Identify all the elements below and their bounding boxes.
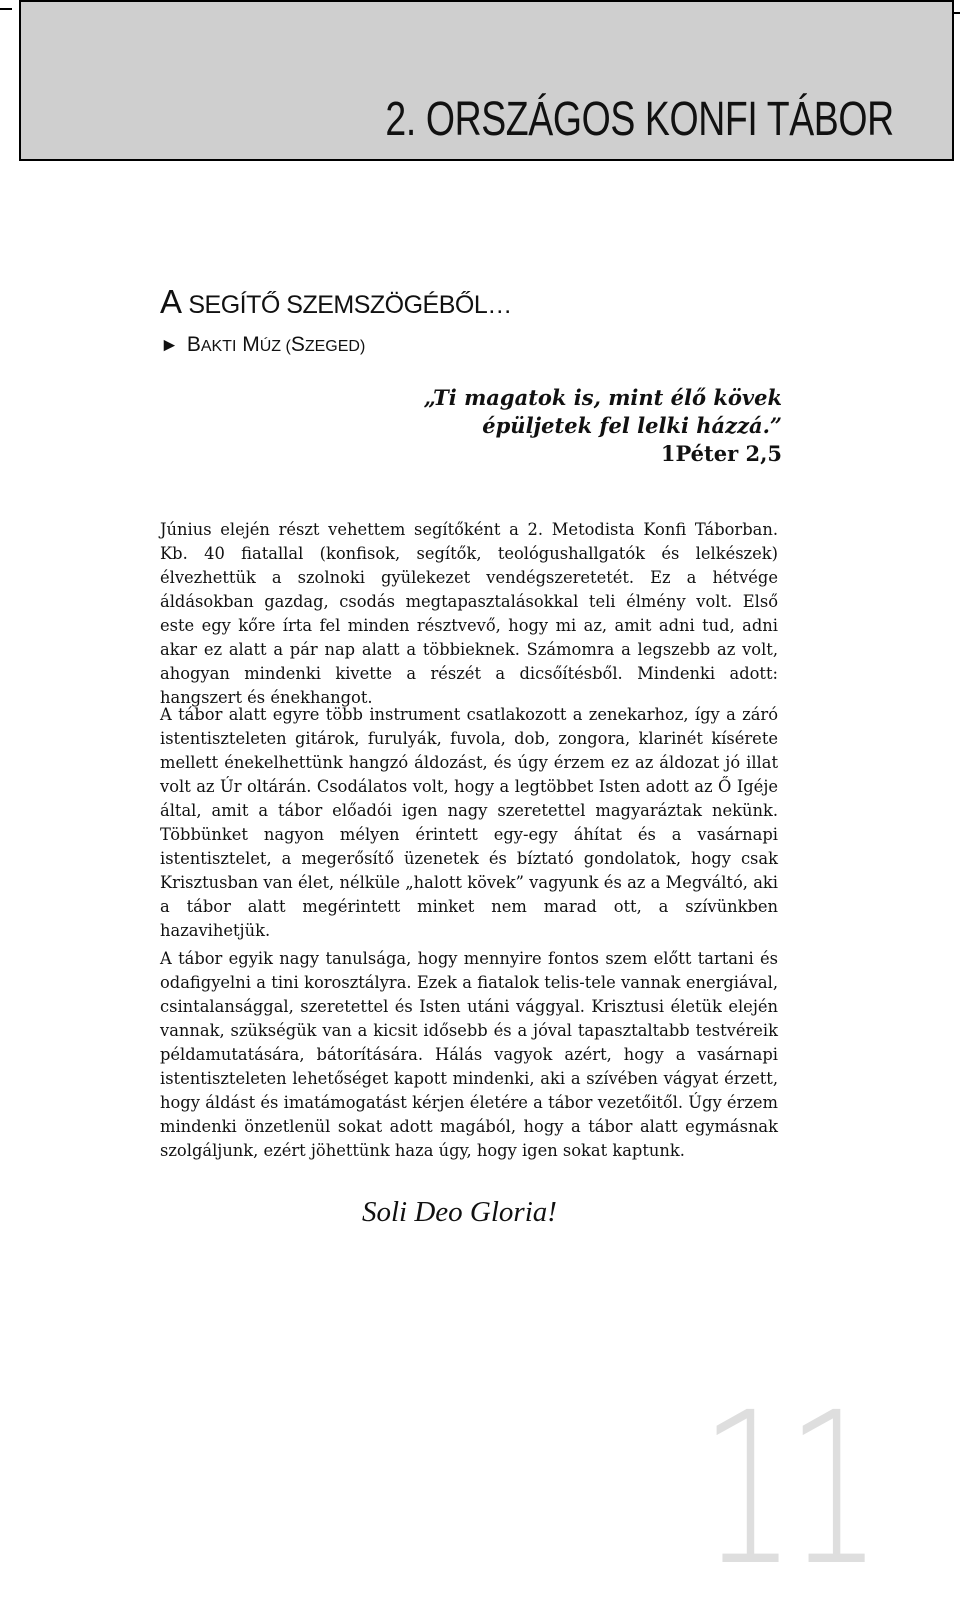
quote-line-2: épüljetek fel lelki házzá.”	[482, 413, 782, 438]
author-name-part1: AKTI	[200, 338, 237, 355]
paragraph-1: Június elején részt vehettem segítőként a 2. Metodista Konfi Táborban. Kb. 40 fiatallal (konfisok, segítők, teológushallgatók és lelkészek) élvezhettük a szolnoki gyülekezet vendégszeretetét. Ez a hétvége áldásokban gazdag, csodás megtapasztalásokkal teli élmény volt. Első este egy kőre írta fel minden résztvevő, hogy mi az, amit adni tud, adni akar ez alatt a pár nap alatt a többieknek. Számomra a legszebb az volt, ahogyan mindenki kivette a részét a dicsőítésből. Mindenki adott: hangszert és énekhangot.	[160, 520, 778, 707]
paragraph-2: A tábor alatt egyre több instrument csatlakozott a zenekarhoz, így a záró istentiszteleten gitárok, furulyák, fuvola, dob, zongora, klarinét kísérete mellett énekelhettünk hangzó áldozást, és úgy érzem ez az áldozat jó illat volt az Úr oltárán. Csodálatos volt, hogy a legtöbbet Isten adott az Ő Igéje által, amit a tábor előadói igen nagy szeretettel magyaráztak nekünk. Többünket nagyon mélyen érintett egy-egy áhítat és a vasárnapi istentisztelet, a megerősítő üzenetek és bíztató gondolatok, hogy csak Krisztusban van élet, nélküle „halott kövek” vagyunk és az a Megváltó, aki a tábor alatt megérintett minket nem marad ott, a szívünkben hazavihetjük.	[160, 705, 778, 940]
author-initial-m: M	[242, 333, 260, 356]
quote-reference: 1Péter 2,5	[660, 441, 782, 466]
author-city: ZEGED)	[304, 338, 366, 355]
arrow-right-icon: ►	[160, 335, 179, 356]
author-name-part2: ÚZ (	[259, 338, 291, 355]
crop-mark-top-left-h	[0, 8, 12, 10]
author-initial-b: B	[186, 333, 201, 356]
article-title-rest: SEGÍTŐ SZEMSZÖGÉBŐL…	[188, 291, 512, 319]
closing-line: Soli Deo Gloria!	[362, 1196, 557, 1228]
bible-quote	[424, 384, 782, 468]
paragraph-3: A tábor egyik nagy tanulsága, hogy mennyire fontos szem előtt tartani és odafigyelni a tini korosztályra. Ezek a fiatalok telis-tele vannak energiával, csintalansággal, szeretettel és Isten utáni vággyal. Krisztusi életük elején vannak, szükségük van a kicsit idősebb és a jóval tapasztaltabb testvéreik példamutatására, bátorítására. Hálás vagyok azért, hogy a vasárnapi istentiszteleten lehetőséget kapott mindenki, aki a szívében vágyat érzett, hogy áldást és imatámogatást kérjen életére a tábor vezetőitől. Úgy érzem mindenki önzetlenül sokat adott magából, hogy a tábor alatt egymásnak szolgáljunk, ezért jöhettünk haza úgy, hogy igen sokat kaptunk.	[160, 949, 778, 1160]
quote-line-1: „Ti magatok is, mint élő kövek	[423, 385, 782, 410]
article-title-initial: A	[160, 283, 180, 320]
author-initial-s: S	[290, 333, 305, 356]
author-line	[160, 333, 365, 357]
article-title	[160, 283, 512, 321]
header-title: 2. ORSZÁGOS KONFI TÁBOR	[385, 93, 894, 146]
page-number: 11	[700, 1367, 873, 1612]
